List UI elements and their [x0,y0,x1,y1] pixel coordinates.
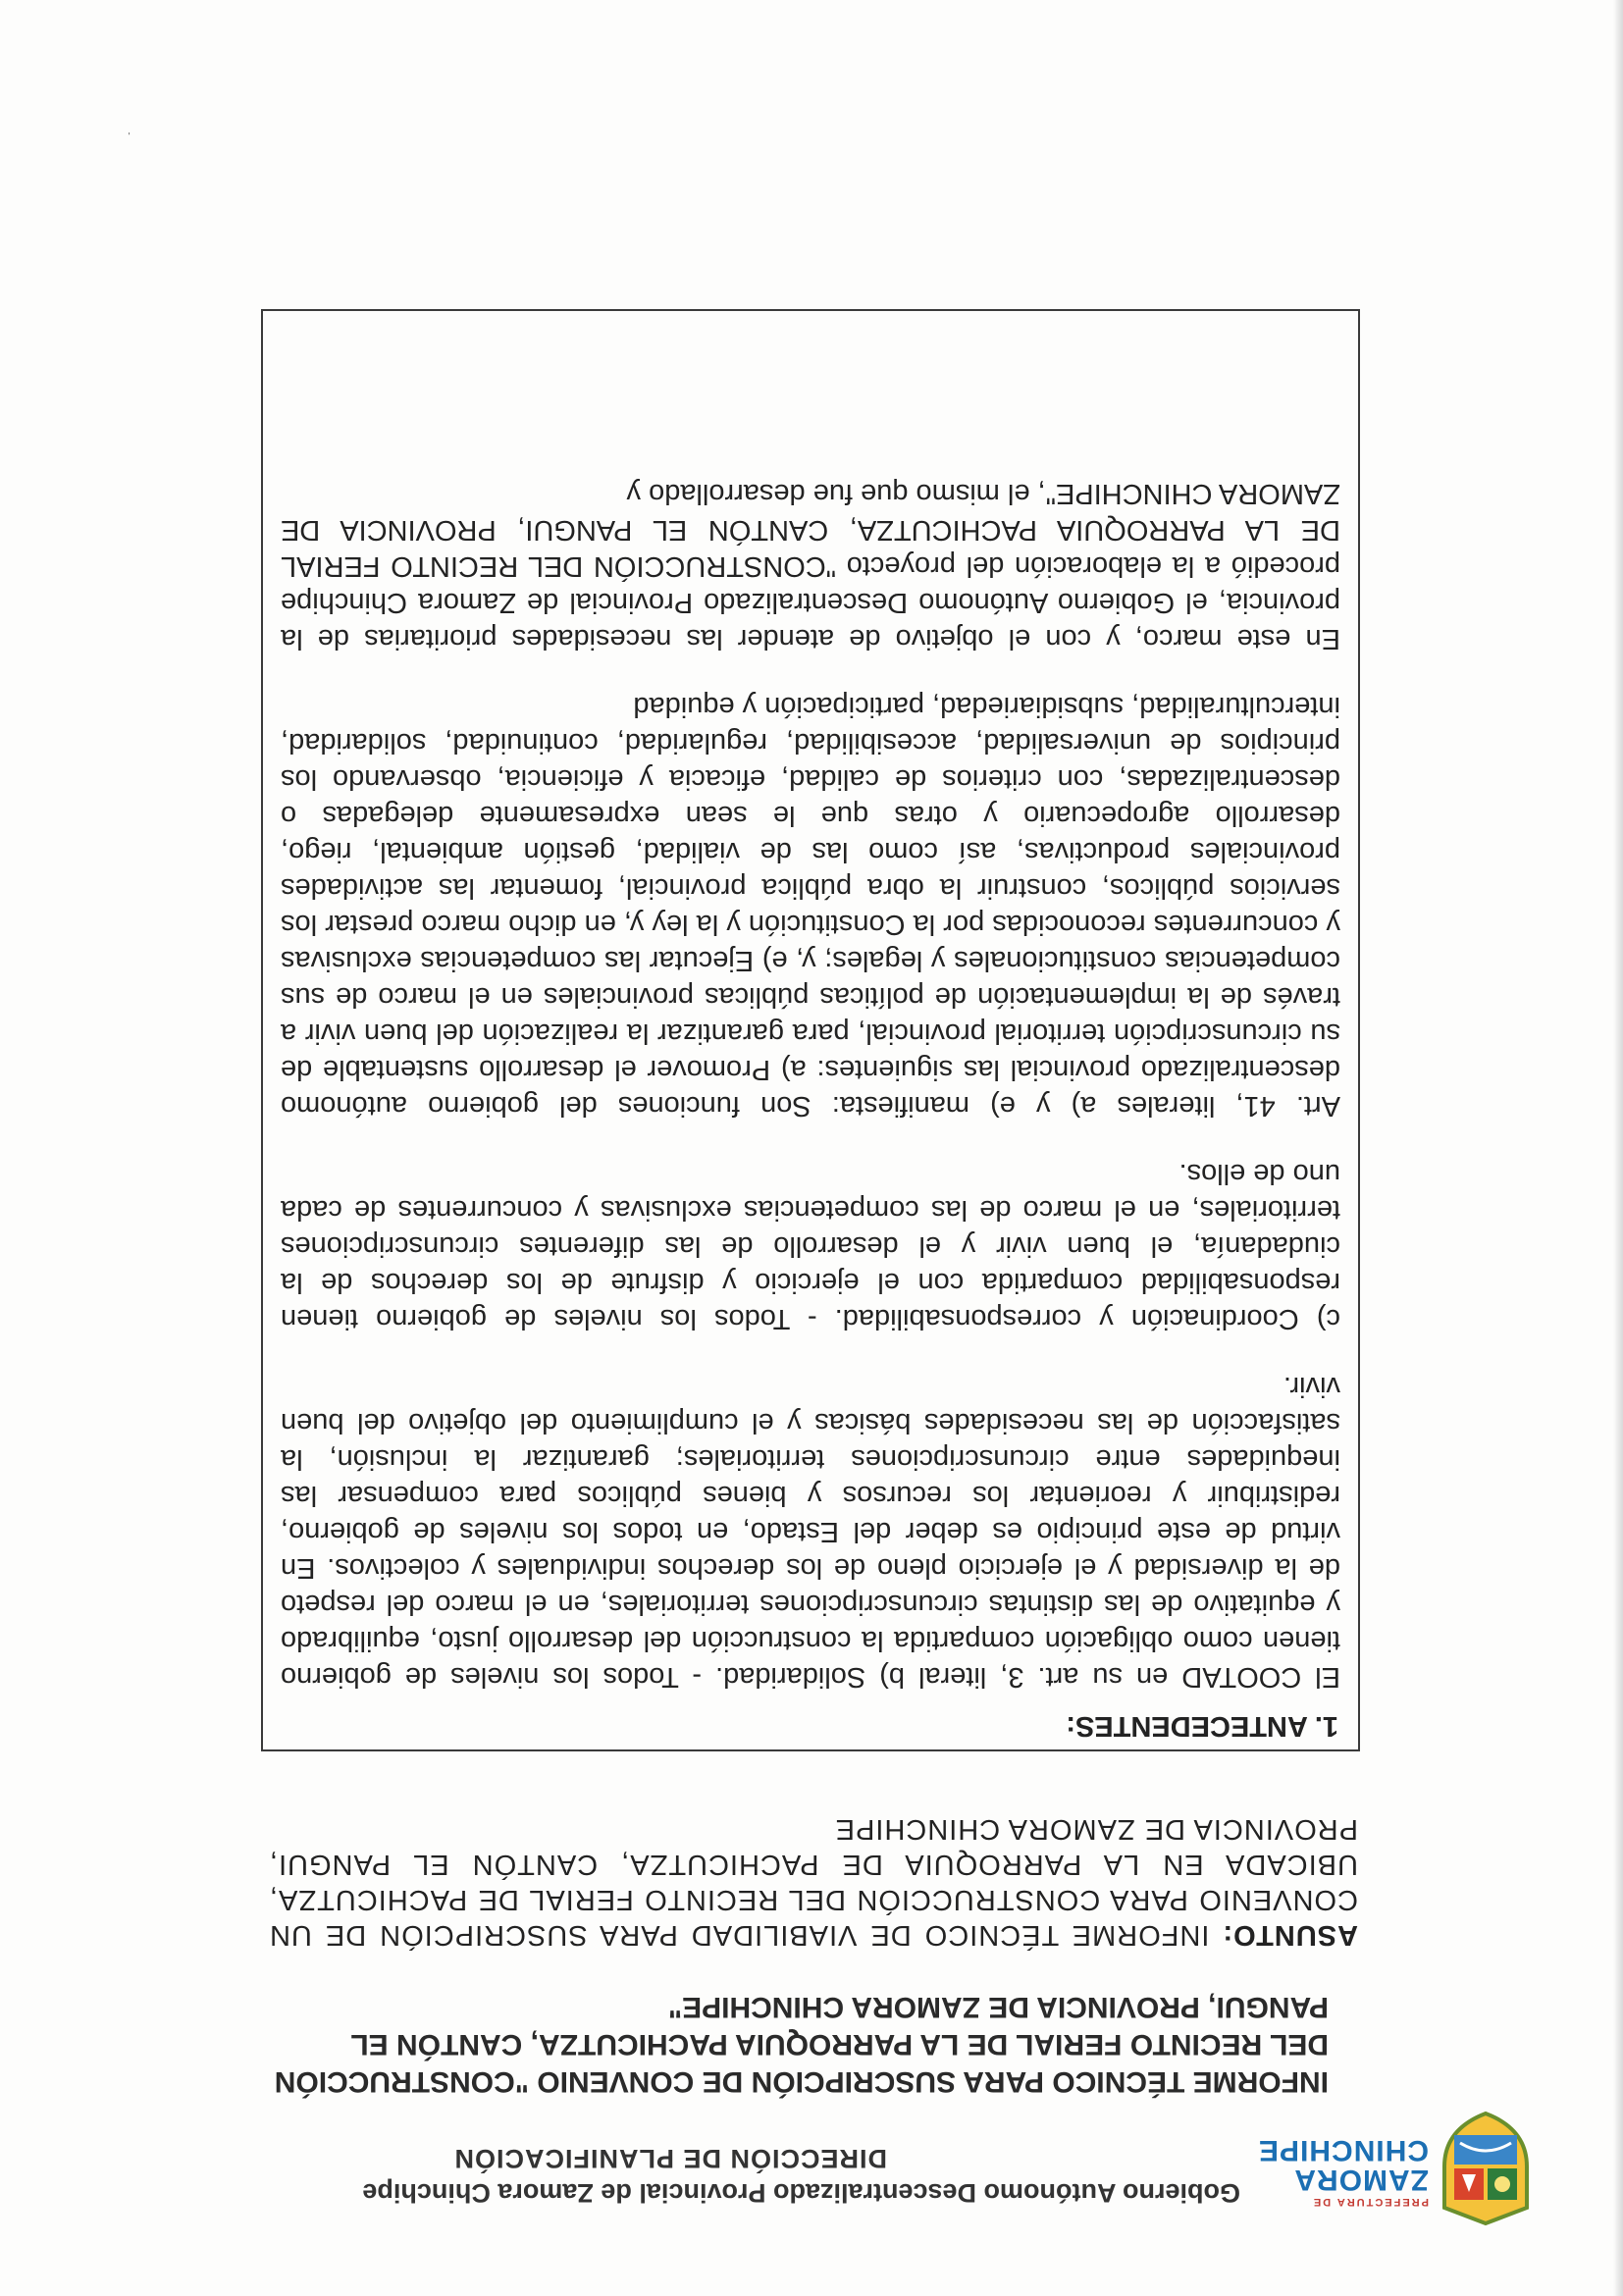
prefectura-brand [1242,2110,1429,2208]
brand-name-line2: CHINCHIPE [1257,2134,1429,2166]
subject-block [269,1811,1358,1953]
scan-marks [127,122,131,137]
antecedentes-frame [261,309,1360,1751]
coat-of-arms-logo [1437,2110,1535,2227]
paragraph-coordinacion: c) Coordinación y corresponsabilidad. - Todos los niveles de gobierno tienen responsabilidad compartida con el ejercicio y disfrute de los derechos de la ciudadanía, el buen vivir y el desarrollo de las diferentes circunscripciones territoriales, en el marco de las competencias exclusivas y concurrentes de cada uno de ellos. [281,1158,1340,1334]
brand-name-line1: ZAMORA [1293,2164,1429,2196]
document-title: INFORME TÉCNICO PARA SUSCRIPCIÓN DE CONVENIO "CONSTRUCCIÓN DEL RECINTO FERIAL DE LA PARROQUIA PACHICUTZA, CANTÓN EL PANGUI, PROVINCIA DE ZAMORA CHINCHIPE" [274,1991,1329,2098]
subject-label: ASUNTO: [1222,1919,1358,1951]
section-body [281,444,1340,1695]
department-name: DIRECCIÓN DE PLANIFICACIÓN [453,2144,887,2173]
paragraph-art41: Art. 41, literales a) y e) manifiesta: Son funciones del gobierno autónomo descentralizado provincial las siguientes: a) Promover el desarrollo sustentable de su circunscripción territorial provincial, para garantizar la realización del buen vivir a través de la implementación de políticas públicas provinciales en el marco de sus competencias constitucionales y legales; y, e) Ejecutar las competencias exclusivas y concurrentes reconocidas por la Constitución y la ley y, en dicho marco prestar los servicios públicos, construir la obra pública provincial, fomentar las actividades provinciales productivas, así como las de vialidad, gestión ambiental, riego, desarrollo agropecuario y otras que le sean expresamente delegadas o descentralizadas, con criterios de calidad, eficacia y eficiencia, observando los principios de universalidad, accesibilidad, regularidad, continuidad, solidaridad, interculturalidad, subsidiariedad, participación y equidad [281,691,1340,1122]
section-heading: 1. ANTECEDENTES: [1066,1710,1338,1742]
scan-dot: ˈ [127,122,131,137]
letterhead [259,2080,1535,2227]
subject-text: INFORME TÉCNICO DE VIABILIDAD PARA SUSCRIPCIÓN DE UN CONVENIO PARA CONSTRUCCIÓN DEL RECINTO FERIAL DE PACHICUTZA, UBICADA EN LA PARROQUIA DE PACHICUTZA, CANTÓN EL PANGUI, PROVINCIA DE ZAMORA CHINCHIPE [269,1813,1358,1951]
paragraph-marco: En este marco, y con el objetivo de atender las necesidades prioritarias de la provincia, el Gobierno Autónomo Descentralizado Provincial de Zamora Chinchipe procedió a la elaboración del proyecto "CONSTRUCCIÓN DEL RECINTO FERIAL DE LA PARROQUIA PACHICUTZA, CANTÓN EL PANGUI, PROVINCIA DE ZAMORA CHINCHIPE", el mismo que fue desarrollado y [281,478,1340,654]
paragraph-cootad: El COOTAD en su art. 3, literal b) Solidaridad. - Todos los niveles de gobierno tienen como obligación compartida la construcción del desarrollo justo, equilibrado y equitativo de las distintas circunscripciones territoriales, en el marco del respeto de la diversidad y el ejercicio pleno de los derechos individuales y colectivos. En virtud de este principio es deber del Estado, en todos los niveles de gobierno, redistribuir y reorientar los recursos y bienes públicos para compensar las inequidades entre circunscripciones territoriales; garantizar la inclusión, la satisfacción de las necesidades básicas y el cumplimiento del objetivo del buen vivir. [281,1371,1340,1693]
organization-name: Gobierno Autónomo Descentralizado Provincial de Zamora Chinchipe [362,2178,1240,2208]
brand-prefix: PREFECTURA DE [1311,2196,1429,2208]
scan-edge-shadow [1613,0,1623,2296]
organization-block [259,2143,1240,2208]
